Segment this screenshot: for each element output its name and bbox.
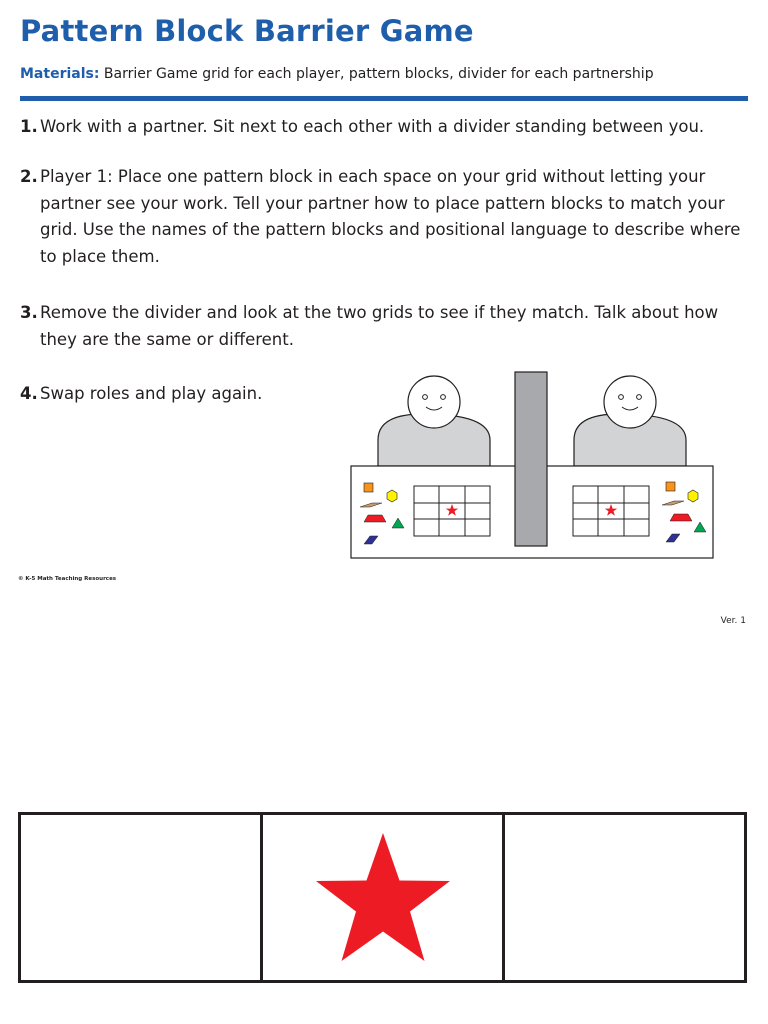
materials-label: Materials: [20,66,100,82]
red-star-icon [313,831,453,965]
step-1 [20,114,748,141]
step-text: Player 1: Place one pattern block in each space on your grid without letting your partner see your work. Tell your partner how to place pattern blocks to match your grid. Use the names of the pattern blocks and positional language to describe where to place them. [40,167,741,266]
step-text: Work with a partner. Sit next to each other with a divider standing between you. [40,117,705,136]
copyright-text: © K-5 Math Teaching Resources [18,576,117,582]
grid-cell-left [21,815,260,980]
step-number: 2. [20,167,38,186]
step-4 [20,381,320,408]
barrier-game-grid [18,812,747,983]
step-text: Swap roles and play again. [40,384,263,403]
step-number: 3. [20,303,38,322]
header-divider [20,96,748,101]
grid-cell-middle [260,815,502,980]
materials-line [20,66,654,82]
step-3 [20,300,748,353]
step-2 [20,164,748,270]
materials-text: Barrier Game grid for each player, pattern blocks, divider for each partnership [99,66,654,82]
barrier-game-players-icon [348,370,716,562]
page-title: Pattern Block Barrier Game [20,14,474,48]
step-text: Remove the divider and look at the two grids to see if they match. Talk about how they are the same or different. [40,303,719,349]
step-number: 1. [20,117,38,136]
step-number: 4. [20,384,38,403]
grid-cell-right [502,815,744,980]
version-label: Ver. 1 [720,616,746,626]
